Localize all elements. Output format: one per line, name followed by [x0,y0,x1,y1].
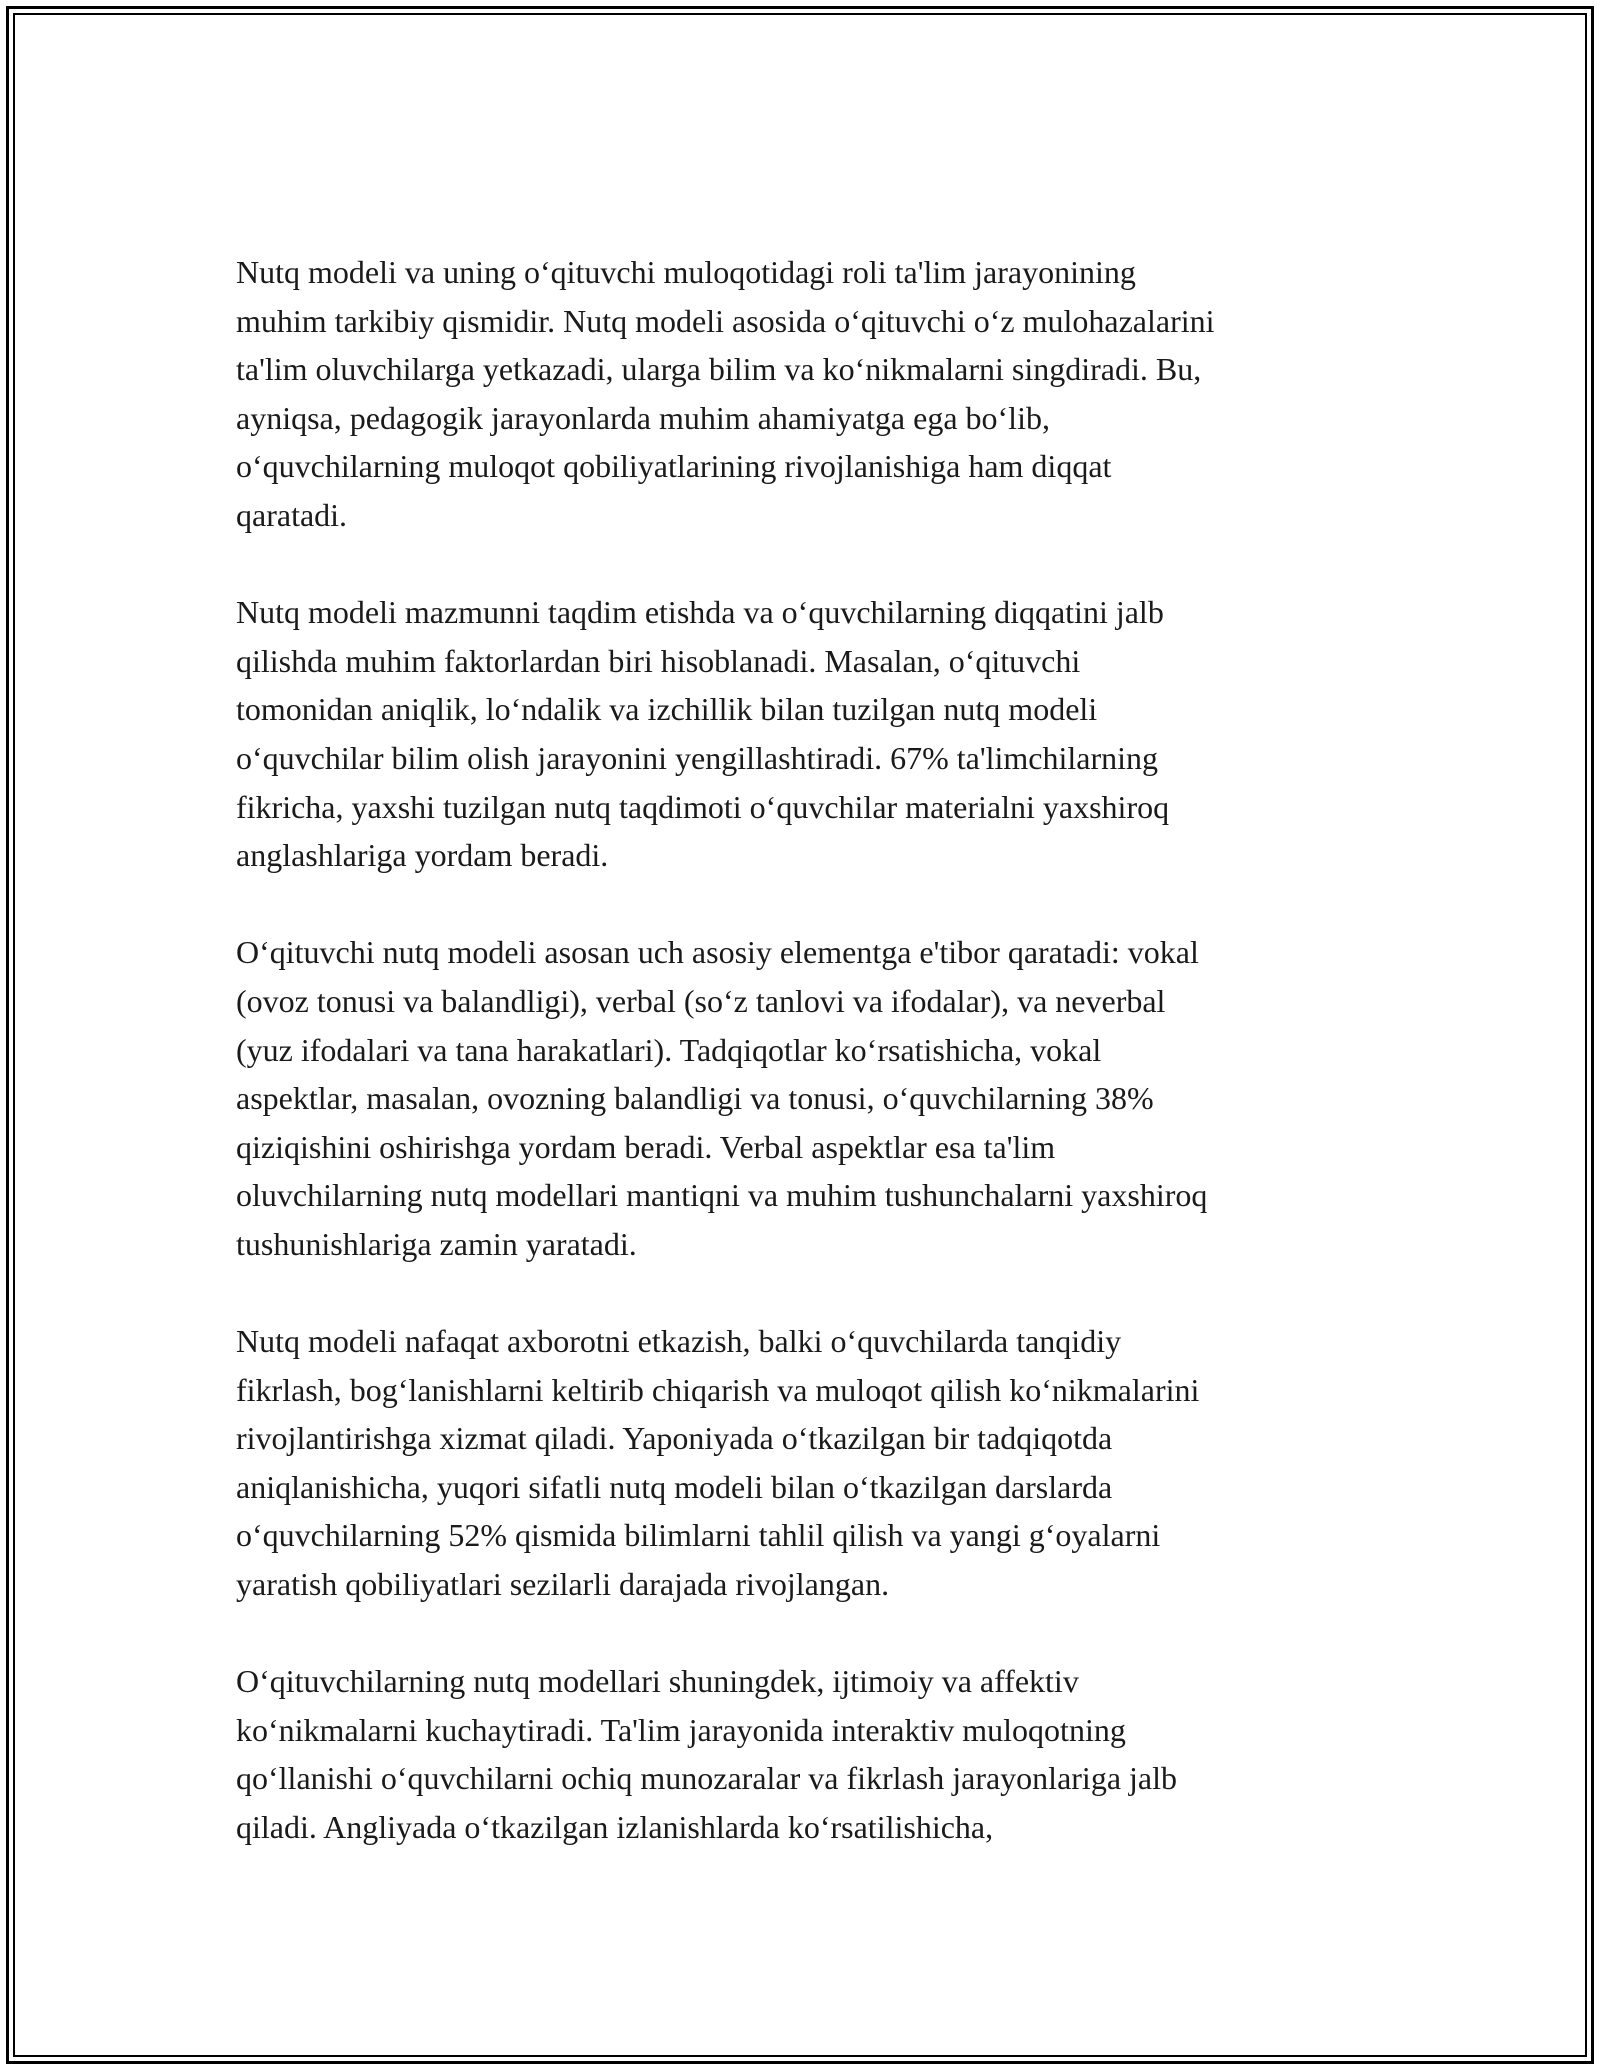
text-line: ko‘nikmalarni kuchaytiradi. Ta'lim jarayonida interaktiv muloqotning [236,1711,1126,1748]
text-line: fikricha, yaxshi tuzilgan nutq taqdimoti o‘quvchilar materialni yaxshiroq [236,788,1170,825]
document-body [236,248,1386,1900]
text-line: oluvchilarning nutq modellari mantiqni va muhim tushunchalarni yaxshiroq [236,1177,1208,1214]
text-line: o‘quvchilarning muloqot qobiliyatlarining rivojlanishiga ham diqqat [236,448,1112,485]
text-line: muhim tarkibiy qismidir. Nutq modeli asosida o‘qituvchi o‘z mulohazalarini [236,302,1215,339]
text-line: o‘quvchilarning 52% qismida bilimlarni tahlil qilish va yangi g‘oyalarni [236,1517,1161,1554]
text-line: qiladi. Angliyada o‘tkazilgan izlanishlarda ko‘rsatilishicha, [236,1809,994,1845]
text-line: qo‘llanishi o‘quvchilarni ochiq munozaralar va fikrlash jarayonlariga jalb [236,1760,1177,1797]
text-line: (ovoz tonusi va balandligi), verbal (so‘z tanlovi va ifodalar), va neverbal [236,982,1166,1019]
text-line: tushunishlariga zamin yaratadi. [236,1225,637,1262]
text-line: aspektlar, masalan, ovozning balandligi va tonusi, o‘quvchilarning 38% [236,1080,1154,1117]
text-line: aniqlanishicha, yuqori sifatli nutq modeli bilan o‘tkazilgan darslarda [236,1468,1113,1505]
text-line: qilishda muhim faktorlardan biri hisoblanadi. Masalan, o‘qituvchi [236,642,1081,679]
paragraph-1 [236,248,1386,540]
text-line: anglashlariga yordam beradi. [236,837,609,874]
paragraph-4 [236,1317,1386,1609]
paragraph-2 [236,588,1386,880]
text-line: tomonidan aniqlik, lo‘ndalik va izchillik bilan tuzilgan nutq modeli [236,691,1098,728]
text-line: Nutq modeli nafaqat axborotni etkazish, balki o‘quvchilarda tanqidiy [236,1323,1122,1360]
text-line: fikrlash, bog‘lanishlarni keltirib chiqarish va muloqot qilish ko‘nikmalarini [236,1371,1200,1408]
text-line: O‘qituvchilarning nutq modellari shuningdek, ijtimoiy va affektiv [236,1663,1079,1700]
text-line: O‘qituvchi nutq modeli asosan uch asosiy elementga e'tibor qaratadi: vokal [236,934,1199,971]
text-line: rivojlantirishga xizmat qiladi. Yaponiyada o‘tkazilgan bir tadqiqotda [236,1420,1113,1457]
text-line: (yuz ifodalari va tana harakatlari). Tadqiqotlar ko‘rsatishicha, vokal [236,1031,1102,1068]
text-line: qaratadi. [236,496,348,533]
text-line: ta'lim oluvchilarga yetkazadi, ularga bilim va ko‘nikmalarni singdiradi. Bu, [236,351,1202,388]
text-line: ayniqsa, pedagogik jarayonlarda muhim ahamiyatga ega bo‘lib, [236,399,1050,436]
paragraph-3 [236,928,1386,1268]
paragraph-5 [236,1657,1386,1851]
text-line: yaratish qobiliyatlari sezilarli darajada rivojlangan. [236,1566,890,1603]
text-line: qiziqishini oshirishga yordam beradi. Verbal aspektlar esa ta'lim [236,1128,1056,1165]
text-line: Nutq modeli va uning o‘qituvchi muloqotidagi roli ta'lim jarayonining [236,254,1136,290]
text-line: Nutq modeli mazmunni taqdim etishda va o‘quvchilarning diqqatini jalb [236,594,1164,631]
text-line: o‘quvchilar bilim olish jarayonini yengillashtiradi. 67% ta'limchilarning [236,739,1159,776]
